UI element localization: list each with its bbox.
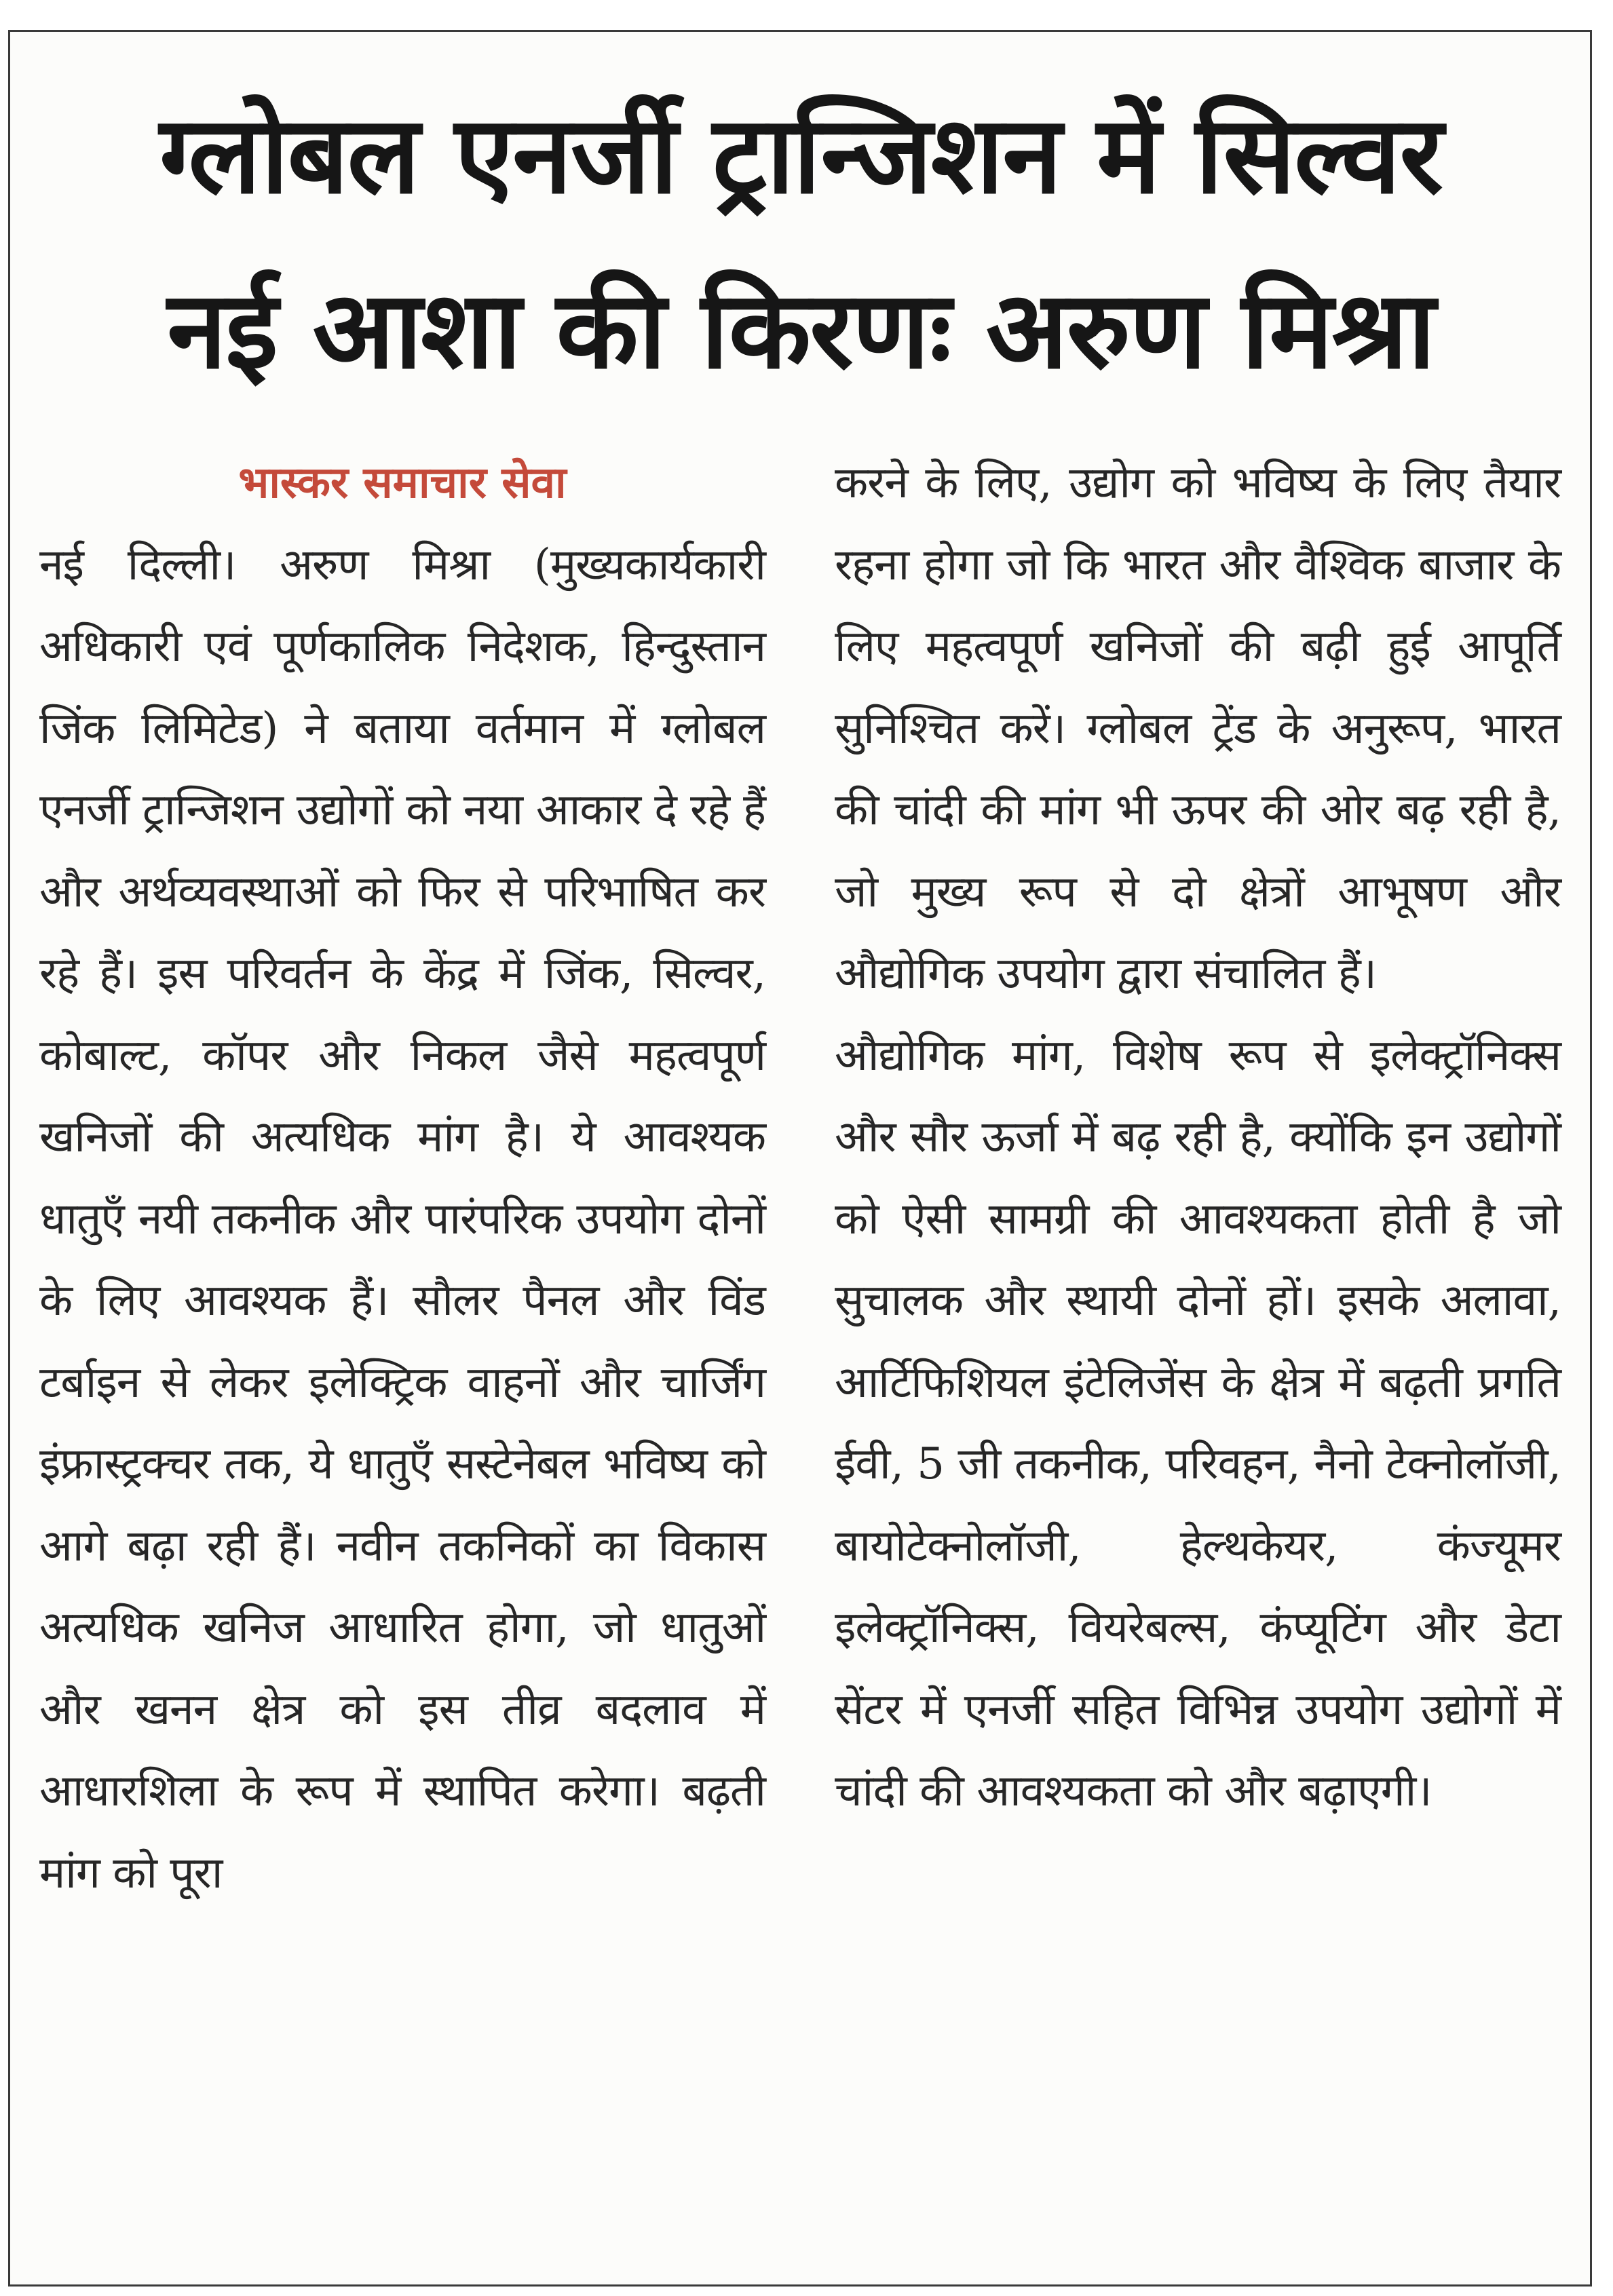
right-column-paragraph-1: करने के लिए, उद्योग को भविष्य के लिए तैयार रहना होगा जो कि भारत और वैश्विक बाजार के लिए महत्वपूर्ण खनिजों की बढ़ी हुई आपूर्ति सुनिश्चित करें। ग्लोबल ट्रेंड के अनुरूप, भारत की चांदी की मांग भी ऊपर की ओर बढ़ रही है, जो मुख्य रूप से दो क्षेत्रों आभूषण और औद्योगिक उपयोग द्वारा संचालित हैं।: [835, 458, 1561, 999]
right-column-paragraph-2: औद्योगिक मांग, विशेष रूप से इलेक्ट्रॉनिक्स और सौर ऊर्जा में बढ़ रही है, क्योंकि इन उद्योगों को ऐसी सामग्री की आवश्यकता होती है जो सुचालक और स्थायी दोनों हों। इसके अलावा, आर्टिफिशियल इंटेलिजेंस के क्षेत्र में बढ़ती प्रगति ईवी, 5 जी तकनीक, परिवहन, नैनो टेक्नोलॉजी, बायोटेक्नोलॉजी, हेल्थकेयर, कंज्यूमर इलेक्ट्रॉनिक्स, वियरेबल्स, कंप्यूटिंग और डेटा सेंटर में एनर्जी सहित विभिन्न उपयोग उद्योगों में चांदी की आवश्यकता को और बढ़ाएगी।: [835, 1030, 1561, 1816]
left-column: [39, 442, 765, 1914]
byline: भास्कर समाचार सेवा: [238, 458, 567, 508]
headline: [41, 68, 1561, 418]
left-column-paragraph: नई दिल्ली। अरुण मिश्रा (मुख्यकार्यकारी अधिकारी एवं पूर्णकालिक निदेशक, हिन्दुस्तान जिंक लिमिटेड) ने बताया वर्तमान में ग्लोबल एनर्जी ट्रान्जिशन उद्योगों को नया आकार दे रहे हैं और अर्थव्यवस्थाओं को फिर से परिभाषित कर रहे हैं। इस परिवर्तन के केंद्र में जिंक, सिल्वर, कोबाल्ट, कॉपर और निकल जैसे महत्वपूर्ण खनिजों की अत्यधिक मांग है। ये आवश्यक धातुएँ नयी तकनीक और पारंपरिक उपयोग दोनों के लिए आवश्यक हैं। सौलर पैनल और विंड टर्बाइन से लेकर इलेक्ट्रिक वाहनों और चार्जिंग इंफ्रास्ट्रक्चर तक, ये धातुएँ सस्टेनेबल भविष्य को आगे बढ़ा रही हैं। नवीन तकनिकों का विकास अत्यधिक खनिज आधारित होगा, जो धातुओं और खनन क्षेत्र को इस तीव्र बदलाव में आधारशिला के रूप में स्थापित करेगा। बढ़ती मांग को पूरा: [39, 539, 765, 1898]
right-column: [835, 442, 1561, 1833]
headline-line-1: ग्लोबल एनर्जी ट्रान्जिशन में सिल्वर: [159, 93, 1442, 218]
headline-line-2: नई आशा की किरणः अरुण मिश्रा: [167, 268, 1435, 393]
